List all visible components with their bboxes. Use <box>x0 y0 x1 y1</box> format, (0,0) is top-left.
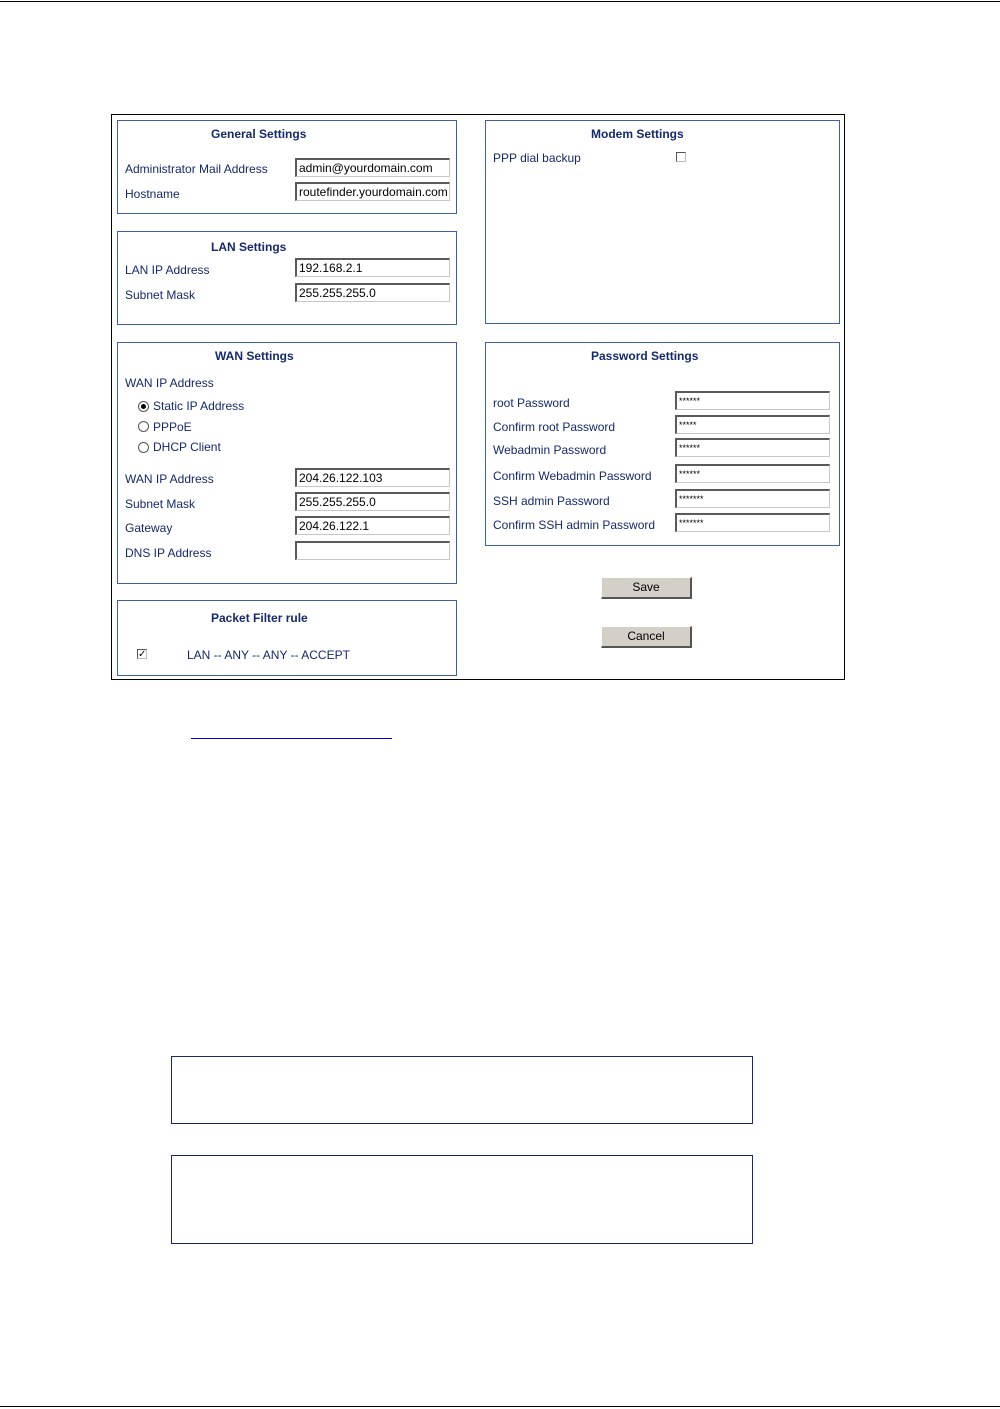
dhcp-client-radio[interactable] <box>138 442 149 453</box>
confirm-root-password-input[interactable] <box>675 415 830 434</box>
packet-filter-panel <box>117 600 457 676</box>
packet-filter-rule-checkbox[interactable]: ✓ <box>138 649 147 660</box>
confirm-root-password-label: Confirm root Password <box>493 420 616 434</box>
empty-textbox-2 <box>171 1155 753 1244</box>
wan-ip-input[interactable] <box>295 468 450 487</box>
pppoe-label: PPPoE <box>153 420 192 434</box>
lan-settings-title: LAN Settings <box>211 240 287 254</box>
modem-settings-panel <box>485 120 840 324</box>
lan-settings-panel <box>117 231 457 325</box>
password-settings-panel <box>485 342 840 546</box>
static-ip-label: Static IP Address <box>153 399 245 413</box>
admin-mail-label: Administrator Mail Address <box>125 162 268 176</box>
ssh-admin-password-input[interactable] <box>675 489 830 508</box>
webadmin-password-label: Webadmin Password <box>493 443 607 457</box>
root-password-label: root Password <box>493 396 570 410</box>
general-settings-panel <box>117 120 457 214</box>
modem-settings-title: Modem Settings <box>591 127 684 141</box>
wan-subnet-mask-label: Subnet Mask <box>125 497 196 511</box>
confirm-ssh-admin-password-input[interactable] <box>675 513 830 532</box>
dns-ip-label: DNS IP Address <box>125 546 212 560</box>
save-button[interactable]: Save <box>601 577 692 599</box>
webadmin-password-input[interactable] <box>675 438 830 457</box>
wan-ip-label: WAN IP Address <box>125 472 214 486</box>
password-settings-title: Password Settings <box>591 349 699 363</box>
bottom-rule <box>0 1406 1000 1407</box>
empty-textbox-1 <box>171 1056 753 1124</box>
packet-filter-rule-label: LAN -- ANY -- ANY -- ACCEPT <box>187 648 350 662</box>
wan-ip-mode-label: WAN IP Address <box>125 376 214 390</box>
top-rule <box>0 1 1000 2</box>
lan-subnet-mask-input[interactable] <box>295 283 450 302</box>
static-ip-radio[interactable] <box>138 401 149 412</box>
cancel-button[interactable]: Cancel <box>601 626 692 648</box>
hostname-label: Hostname <box>125 187 180 201</box>
admin-mail-input[interactable] <box>295 158 450 177</box>
confirm-webadmin-password-input[interactable] <box>675 464 830 483</box>
root-password-input[interactable] <box>675 391 830 410</box>
confirm-webadmin-password-label: Confirm Webadmin Password <box>493 469 652 483</box>
hostname-input[interactable] <box>295 182 450 201</box>
packet-filter-title: Packet Filter rule <box>211 611 308 625</box>
confirm-ssh-admin-password-label: Confirm SSH admin Password <box>493 518 656 532</box>
hyperlink-underline[interactable] <box>191 738 392 739</box>
general-settings-title: General Settings <box>211 127 307 141</box>
wan-subnet-mask-input[interactable] <box>295 492 450 511</box>
pppoe-radio[interactable] <box>138 421 149 432</box>
wan-settings-title: WAN Settings <box>215 349 294 363</box>
ssh-admin-password-label: SSH admin Password <box>493 494 610 508</box>
lan-ip-input[interactable] <box>295 258 450 277</box>
gateway-label: Gateway <box>125 521 173 535</box>
ppp-dial-backup-label: PPP dial backup <box>493 151 581 165</box>
dhcp-client-label: DHCP Client <box>153 440 221 454</box>
gateway-input[interactable] <box>295 516 450 535</box>
lan-ip-label: LAN IP Address <box>125 263 210 277</box>
dns-ip-input[interactable] <box>295 541 450 560</box>
wan-settings-panel <box>117 342 457 584</box>
lan-subnet-mask-label: Subnet Mask <box>125 288 196 302</box>
ppp-dial-backup-checkbox[interactable] <box>676 152 686 162</box>
